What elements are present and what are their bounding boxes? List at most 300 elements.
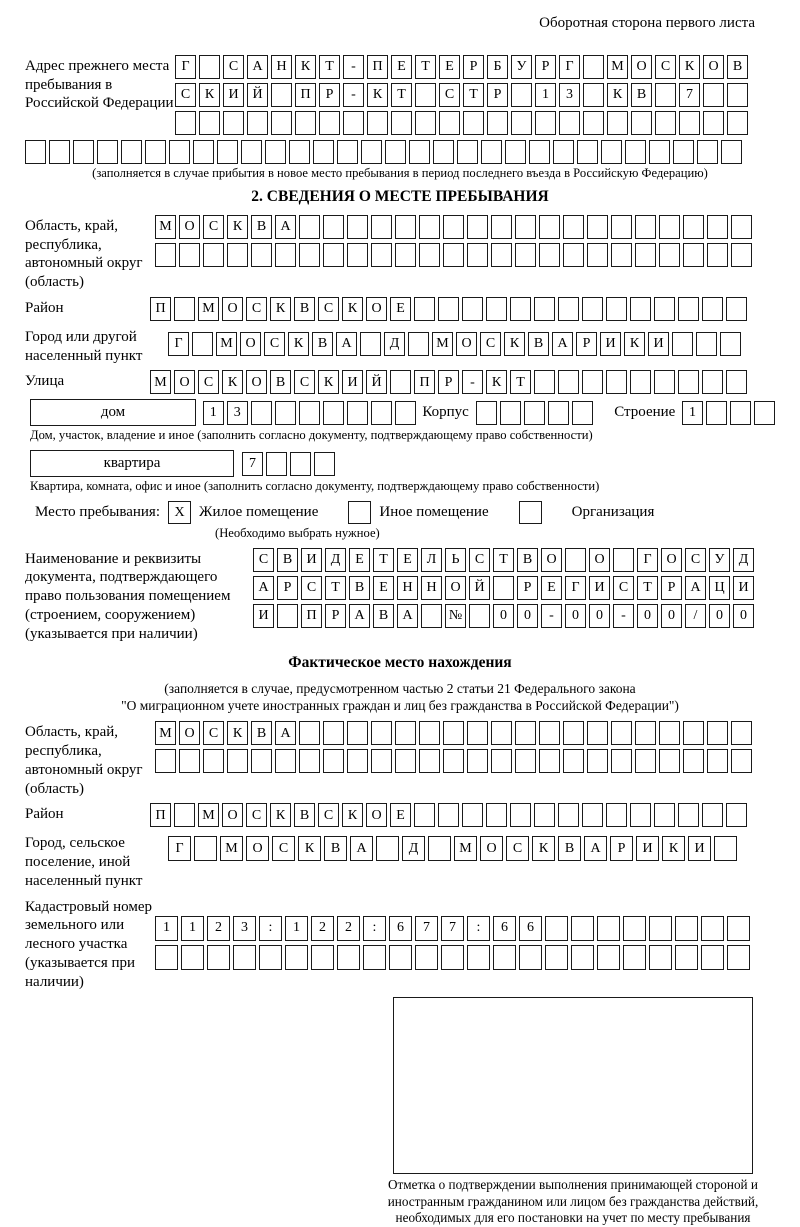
char-box[interactable]: А xyxy=(584,836,607,861)
char-box[interactable]: П xyxy=(150,297,171,321)
char-box[interactable] xyxy=(572,401,593,425)
city-row[interactable] xyxy=(168,332,741,356)
char-box[interactable]: О xyxy=(480,836,503,861)
char-box[interactable]: О xyxy=(631,55,652,79)
char-box[interactable] xyxy=(275,401,296,425)
char-box[interactable] xyxy=(683,721,704,745)
char-box[interactable] xyxy=(726,370,747,394)
char-box[interactable] xyxy=(347,721,368,745)
char-box[interactable] xyxy=(491,243,512,267)
char-box[interactable]: В xyxy=(528,332,549,356)
char-box[interactable]: 3 xyxy=(227,401,248,425)
char-box[interactable] xyxy=(655,111,676,135)
char-box[interactable]: Д xyxy=(384,332,405,356)
char-box[interactable] xyxy=(469,604,490,628)
char-box[interactable]: К xyxy=(504,332,525,356)
checkbox-other-premises[interactable] xyxy=(348,501,371,524)
char-box[interactable] xyxy=(265,140,286,164)
char-box[interactable] xyxy=(314,452,335,476)
char-box[interactable]: В xyxy=(349,576,370,600)
actual-region-row-1[interactable] xyxy=(155,721,752,745)
char-box[interactable] xyxy=(511,111,532,135)
char-box[interactable]: № xyxy=(445,604,466,628)
char-box[interactable]: 0 xyxy=(589,604,610,628)
char-box[interactable]: С xyxy=(613,576,634,600)
char-box[interactable] xyxy=(290,452,311,476)
char-box[interactable] xyxy=(672,332,693,356)
char-box[interactable] xyxy=(199,55,220,79)
char-box[interactable] xyxy=(649,916,672,941)
char-box[interactable]: Р xyxy=(487,83,508,107)
char-box[interactable]: С xyxy=(480,332,501,356)
char-box[interactable] xyxy=(486,297,507,321)
char-box[interactable] xyxy=(659,215,680,239)
char-box[interactable]: А xyxy=(275,215,296,239)
char-box[interactable]: С xyxy=(506,836,529,861)
char-box[interactable]: Г xyxy=(168,332,189,356)
char-box[interactable] xyxy=(606,370,627,394)
char-box[interactable]: П xyxy=(150,803,171,827)
char-box[interactable]: К xyxy=(662,836,685,861)
char-box[interactable] xyxy=(731,243,752,267)
char-box[interactable]: К xyxy=(318,370,339,394)
char-box[interactable] xyxy=(192,332,213,356)
char-box[interactable]: / xyxy=(685,604,706,628)
char-box[interactable] xyxy=(207,945,230,970)
char-box[interactable]: М xyxy=(432,332,453,356)
char-box[interactable] xyxy=(223,111,244,135)
char-box[interactable] xyxy=(701,945,724,970)
char-box[interactable]: С xyxy=(198,370,219,394)
char-box[interactable]: 7 xyxy=(441,916,464,941)
char-box[interactable]: С xyxy=(203,215,224,239)
char-box[interactable] xyxy=(347,215,368,239)
char-box[interactable]: Р xyxy=(319,83,340,107)
char-box[interactable]: К xyxy=(222,370,243,394)
char-box[interactable] xyxy=(635,721,656,745)
char-box[interactable] xyxy=(415,111,436,135)
char-box[interactable]: Г xyxy=(565,576,586,600)
char-box[interactable] xyxy=(169,140,190,164)
char-box[interactable]: 2 xyxy=(337,916,360,941)
char-box[interactable] xyxy=(419,243,440,267)
char-box[interactable] xyxy=(539,749,560,773)
char-box[interactable] xyxy=(683,215,704,239)
char-box[interactable] xyxy=(247,111,268,135)
char-box[interactable]: Т xyxy=(463,83,484,107)
char-box[interactable]: 2 xyxy=(311,916,334,941)
char-box[interactable]: Т xyxy=(415,55,436,79)
char-box[interactable]: 0 xyxy=(565,604,586,628)
char-box[interactable] xyxy=(726,803,747,827)
char-box[interactable] xyxy=(299,243,320,267)
char-box[interactable] xyxy=(510,803,531,827)
char-box[interactable] xyxy=(558,803,579,827)
char-box[interactable]: В xyxy=(277,548,298,572)
char-box[interactable] xyxy=(323,243,344,267)
char-box[interactable] xyxy=(155,243,176,267)
char-box[interactable] xyxy=(361,140,382,164)
char-box[interactable]: Р xyxy=(661,576,682,600)
char-box[interactable] xyxy=(371,749,392,773)
char-box[interactable] xyxy=(587,721,608,745)
char-box[interactable] xyxy=(376,836,399,861)
char-box[interactable] xyxy=(175,111,196,135)
char-box[interactable] xyxy=(571,916,594,941)
char-box[interactable] xyxy=(491,721,512,745)
char-box[interactable]: : xyxy=(363,916,386,941)
char-box[interactable] xyxy=(395,749,416,773)
char-box[interactable] xyxy=(463,111,484,135)
actual-city-row[interactable] xyxy=(168,836,737,861)
char-box[interactable] xyxy=(299,721,320,745)
char-box[interactable] xyxy=(371,215,392,239)
char-box[interactable]: С xyxy=(246,803,267,827)
char-box[interactable] xyxy=(571,945,594,970)
char-box[interactable]: Р xyxy=(576,332,597,356)
char-box[interactable] xyxy=(233,945,256,970)
char-box[interactable]: О xyxy=(246,836,269,861)
char-box[interactable]: В xyxy=(294,297,315,321)
char-box[interactable] xyxy=(467,945,490,970)
char-box[interactable]: О xyxy=(703,55,724,79)
char-box[interactable] xyxy=(577,140,598,164)
char-box[interactable] xyxy=(675,916,698,941)
char-box[interactable] xyxy=(611,749,632,773)
char-box[interactable] xyxy=(395,215,416,239)
char-box[interactable]: У xyxy=(511,55,532,79)
char-box[interactable] xyxy=(707,721,728,745)
char-box[interactable]: И xyxy=(600,332,621,356)
char-box[interactable] xyxy=(363,945,386,970)
char-box[interactable] xyxy=(414,297,435,321)
char-box[interactable] xyxy=(73,140,94,164)
char-box[interactable]: Ц xyxy=(709,576,730,600)
char-box[interactable] xyxy=(395,721,416,745)
char-box[interactable] xyxy=(251,749,272,773)
char-box[interactable] xyxy=(49,140,70,164)
char-box[interactable] xyxy=(428,836,451,861)
char-box[interactable]: М xyxy=(155,215,176,239)
char-box[interactable]: Д xyxy=(402,836,425,861)
char-box[interactable] xyxy=(439,111,460,135)
char-box[interactable] xyxy=(217,140,238,164)
char-box[interactable] xyxy=(251,401,272,425)
char-box[interactable]: О xyxy=(589,548,610,572)
char-box[interactable] xyxy=(539,243,560,267)
char-box[interactable]: 7 xyxy=(679,83,700,107)
char-box[interactable] xyxy=(519,945,542,970)
char-box[interactable] xyxy=(707,243,728,267)
char-box[interactable] xyxy=(696,332,717,356)
char-box[interactable] xyxy=(548,401,569,425)
char-box[interactable] xyxy=(462,803,483,827)
char-box[interactable]: А xyxy=(685,576,706,600)
char-box[interactable]: С xyxy=(294,370,315,394)
char-box[interactable]: Е xyxy=(391,55,412,79)
char-box[interactable]: Ь xyxy=(445,548,466,572)
char-box[interactable] xyxy=(155,945,178,970)
char-box[interactable] xyxy=(323,401,344,425)
char-box[interactable] xyxy=(179,749,200,773)
char-box[interactable] xyxy=(678,370,699,394)
char-box[interactable]: М xyxy=(155,721,176,745)
char-box[interactable] xyxy=(625,140,646,164)
char-box[interactable] xyxy=(174,297,195,321)
char-box[interactable] xyxy=(467,749,488,773)
char-box[interactable] xyxy=(500,401,521,425)
char-box[interactable]: О xyxy=(222,803,243,827)
prev-address-row-3[interactable] xyxy=(175,111,748,135)
char-box[interactable]: Д xyxy=(325,548,346,572)
char-box[interactable] xyxy=(323,721,344,745)
char-box[interactable]: 1 xyxy=(203,401,224,425)
char-box[interactable]: К xyxy=(624,332,645,356)
char-box[interactable] xyxy=(679,111,700,135)
char-box[interactable]: Л xyxy=(421,548,442,572)
char-box[interactable]: М xyxy=(220,836,243,861)
char-box[interactable]: Г xyxy=(637,548,658,572)
char-box[interactable]: О xyxy=(366,803,387,827)
char-box[interactable]: - xyxy=(613,604,634,628)
char-box[interactable]: И xyxy=(648,332,669,356)
char-box[interactable]: К xyxy=(227,215,248,239)
char-box[interactable] xyxy=(285,945,308,970)
char-box[interactable] xyxy=(587,243,608,267)
char-box[interactable] xyxy=(194,836,217,861)
char-box[interactable]: Г xyxy=(168,836,191,861)
char-box[interactable] xyxy=(631,111,652,135)
char-box[interactable] xyxy=(563,721,584,745)
char-box[interactable] xyxy=(654,370,675,394)
char-box[interactable] xyxy=(97,140,118,164)
char-box[interactable]: П xyxy=(295,83,316,107)
char-box[interactable] xyxy=(727,945,750,970)
doc-row-3[interactable] xyxy=(253,604,754,628)
actual-district-row[interactable] xyxy=(150,803,747,827)
char-box[interactable] xyxy=(295,111,316,135)
checkbox-residential[interactable]: X xyxy=(168,501,191,524)
char-box[interactable] xyxy=(367,111,388,135)
char-box[interactable]: Й xyxy=(469,576,490,600)
char-box[interactable]: П xyxy=(414,370,435,394)
char-box[interactable]: 0 xyxy=(493,604,514,628)
char-box[interactable] xyxy=(491,215,512,239)
char-box[interactable] xyxy=(515,243,536,267)
char-box[interactable]: В xyxy=(251,721,272,745)
char-box[interactable] xyxy=(714,836,737,861)
char-box[interactable] xyxy=(583,111,604,135)
char-box[interactable] xyxy=(505,140,526,164)
char-box[interactable]: С xyxy=(246,297,267,321)
char-box[interactable] xyxy=(727,111,748,135)
char-box[interactable] xyxy=(343,111,364,135)
char-box[interactable]: С xyxy=(264,332,285,356)
char-box[interactable] xyxy=(385,140,406,164)
char-box[interactable] xyxy=(347,749,368,773)
char-box[interactable] xyxy=(731,215,752,239)
char-box[interactable] xyxy=(457,140,478,164)
char-box[interactable] xyxy=(565,548,586,572)
char-box[interactable] xyxy=(419,215,440,239)
char-box[interactable] xyxy=(635,215,656,239)
char-box[interactable] xyxy=(582,803,603,827)
char-box[interactable]: - xyxy=(462,370,483,394)
char-box[interactable]: - xyxy=(343,55,364,79)
char-box[interactable]: О xyxy=(366,297,387,321)
char-box[interactable]: А xyxy=(349,604,370,628)
char-box[interactable]: Т xyxy=(373,548,394,572)
char-box[interactable]: 6 xyxy=(493,916,516,941)
char-box[interactable] xyxy=(462,297,483,321)
char-box[interactable] xyxy=(251,243,272,267)
char-box[interactable]: Е xyxy=(541,576,562,600)
char-box[interactable] xyxy=(702,803,723,827)
char-box[interactable]: 0 xyxy=(709,604,730,628)
char-box[interactable] xyxy=(271,111,292,135)
char-box[interactable]: К xyxy=(288,332,309,356)
char-box[interactable]: Р xyxy=(535,55,556,79)
char-box[interactable]: А xyxy=(275,721,296,745)
char-box[interactable]: И xyxy=(636,836,659,861)
char-box[interactable] xyxy=(419,721,440,745)
char-box[interactable] xyxy=(421,604,442,628)
char-box[interactable] xyxy=(443,749,464,773)
char-box[interactable] xyxy=(563,749,584,773)
char-box[interactable]: 7 xyxy=(415,916,438,941)
char-box[interactable]: 2 xyxy=(207,916,230,941)
char-box[interactable]: И xyxy=(589,576,610,600)
char-box[interactable]: Е xyxy=(390,803,411,827)
char-box[interactable]: Р xyxy=(277,576,298,600)
char-box[interactable]: С xyxy=(175,83,196,107)
district-row[interactable] xyxy=(150,297,747,321)
char-box[interactable] xyxy=(606,297,627,321)
char-box[interactable] xyxy=(491,749,512,773)
char-box[interactable]: Р xyxy=(610,836,633,861)
char-box[interactable]: В xyxy=(727,55,748,79)
char-box[interactable] xyxy=(582,297,603,321)
char-box[interactable]: К xyxy=(486,370,507,394)
char-box[interactable] xyxy=(539,215,560,239)
char-box[interactable]: И xyxy=(301,548,322,572)
char-box[interactable] xyxy=(583,83,604,107)
char-box[interactable] xyxy=(443,243,464,267)
char-box[interactable] xyxy=(587,749,608,773)
char-box[interactable] xyxy=(510,297,531,321)
char-box[interactable]: 0 xyxy=(733,604,754,628)
char-box[interactable] xyxy=(511,83,532,107)
char-box[interactable] xyxy=(659,721,680,745)
char-box[interactable] xyxy=(347,243,368,267)
char-box[interactable] xyxy=(654,297,675,321)
char-box[interactable] xyxy=(706,401,727,425)
char-box[interactable]: В xyxy=(517,548,538,572)
char-box[interactable]: В xyxy=(558,836,581,861)
char-box[interactable] xyxy=(558,297,579,321)
char-box[interactable]: М xyxy=(198,803,219,827)
char-box[interactable] xyxy=(597,916,620,941)
char-box[interactable]: 1 xyxy=(535,83,556,107)
char-box[interactable]: Т xyxy=(319,55,340,79)
char-box[interactable] xyxy=(390,370,411,394)
char-box[interactable] xyxy=(419,749,440,773)
char-box[interactable]: Т xyxy=(391,83,412,107)
char-box[interactable] xyxy=(299,401,320,425)
doc-row-2[interactable] xyxy=(253,576,754,600)
char-box[interactable]: К xyxy=(270,297,291,321)
char-box[interactable]: С xyxy=(469,548,490,572)
char-box[interactable] xyxy=(534,803,555,827)
char-box[interactable] xyxy=(415,83,436,107)
char-box[interactable] xyxy=(583,55,604,79)
char-box[interactable] xyxy=(414,803,435,827)
apartment-number-row[interactable] xyxy=(242,452,335,476)
char-box[interactable]: 0 xyxy=(517,604,538,628)
char-box[interactable] xyxy=(486,803,507,827)
char-box[interactable]: С xyxy=(203,721,224,745)
char-box[interactable] xyxy=(702,297,723,321)
char-box[interactable] xyxy=(438,297,459,321)
char-box[interactable]: М xyxy=(607,55,628,79)
char-box[interactable] xyxy=(438,803,459,827)
char-box[interactable] xyxy=(299,749,320,773)
char-box[interactable]: К xyxy=(270,803,291,827)
char-box[interactable] xyxy=(707,749,728,773)
char-box[interactable] xyxy=(601,140,622,164)
char-box[interactable] xyxy=(649,945,672,970)
char-box[interactable]: Й xyxy=(366,370,387,394)
char-box[interactable] xyxy=(654,803,675,827)
char-box[interactable] xyxy=(703,83,724,107)
actual-region-row-2[interactable] xyxy=(155,749,752,773)
char-box[interactable] xyxy=(649,140,670,164)
prev-address-row-2[interactable] xyxy=(175,83,748,107)
region-row-2[interactable] xyxy=(155,243,752,267)
char-box[interactable] xyxy=(395,401,416,425)
char-box[interactable]: 1 xyxy=(181,916,204,941)
char-box[interactable]: О xyxy=(222,297,243,321)
char-box[interactable] xyxy=(721,140,742,164)
char-box[interactable] xyxy=(203,243,224,267)
char-box[interactable]: 1 xyxy=(155,916,178,941)
char-box[interactable] xyxy=(121,140,142,164)
char-box[interactable]: К xyxy=(199,83,220,107)
char-box[interactable]: С xyxy=(655,55,676,79)
char-box[interactable] xyxy=(731,749,752,773)
char-box[interactable] xyxy=(655,83,676,107)
char-box[interactable]: О xyxy=(456,332,477,356)
char-box[interactable] xyxy=(678,803,699,827)
prev-address-row-1[interactable] xyxy=(175,55,748,79)
char-box[interactable] xyxy=(179,243,200,267)
char-box[interactable] xyxy=(337,140,358,164)
char-box[interactable] xyxy=(408,332,429,356)
char-box[interactable] xyxy=(371,721,392,745)
char-box[interactable]: О xyxy=(661,548,682,572)
char-box[interactable] xyxy=(611,243,632,267)
char-box[interactable]: Р xyxy=(438,370,459,394)
char-box[interactable] xyxy=(754,401,775,425)
char-box[interactable] xyxy=(476,401,497,425)
char-box[interactable]: : xyxy=(467,916,490,941)
char-box[interactable] xyxy=(558,370,579,394)
char-box[interactable]: В xyxy=(312,332,333,356)
char-box[interactable]: О xyxy=(445,576,466,600)
char-box[interactable] xyxy=(545,945,568,970)
char-box[interactable] xyxy=(467,721,488,745)
char-box[interactable]: А xyxy=(397,604,418,628)
